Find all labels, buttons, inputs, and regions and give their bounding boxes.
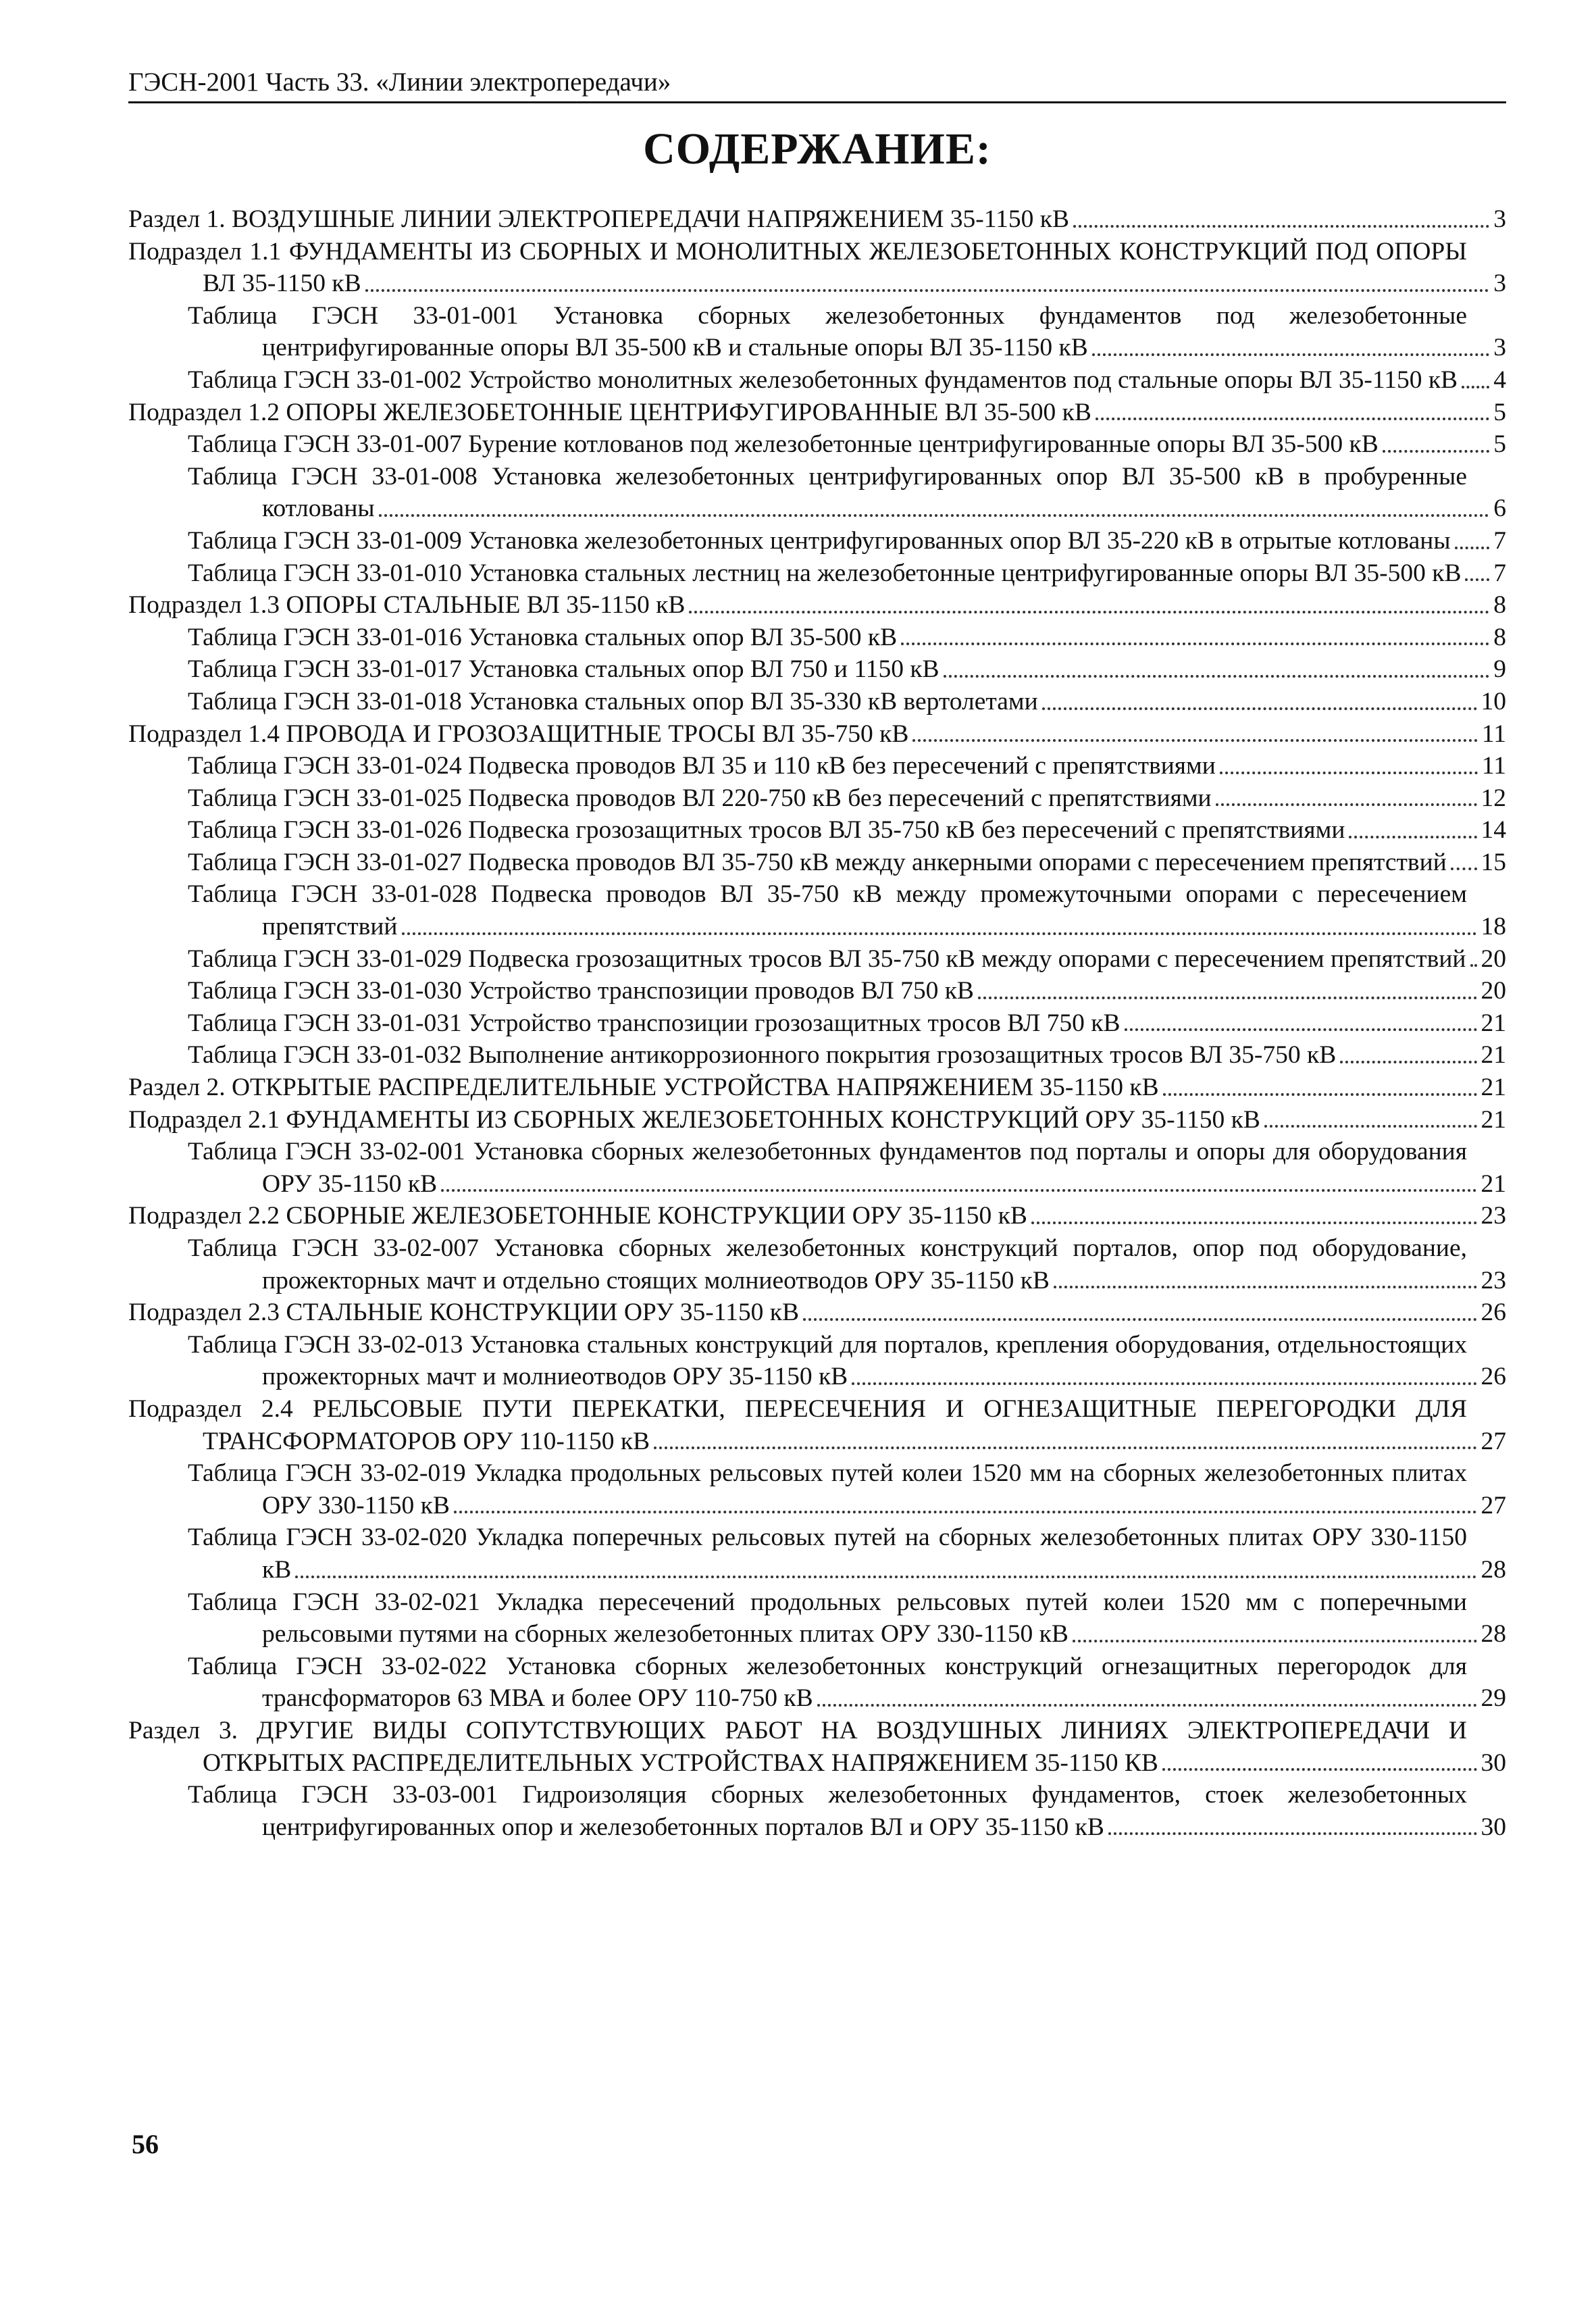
toc-entry[interactable] — [188, 622, 1506, 654]
toc-entry-title: Таблица ГЭСН 33-01-027 Подвеска проводов ВЛ 35-750 кВ между анкерными опорами с пересечением препятствий — [188, 848, 1447, 876]
toc-entry-page: 30 — [1481, 1813, 1506, 1841]
toc-entry-page: 7 — [1493, 559, 1506, 587]
toc-entry-title: Подраздел 1.1 ФУНДАМЕНТЫ ИЗ СБОРНЫХ И МОНОЛИТНЫХ ЖЕЛЕЗОБЕТОННЫХ КОНСТРУКЦИЙ ПОД ОПОРЫ ВЛ 35-1150 кВ — [128, 237, 1467, 298]
toc-entry-title: Таблица ГЭСН 33-02-001 Установка сборных железобетонных фундаментов под порталы и опоры для оборудования ОРУ 35-1150 кВ — [188, 1138, 1467, 1198]
toc-entry[interactable] — [188, 428, 1506, 461]
toc-entry-page: 21 — [1481, 1169, 1506, 1198]
toc-entry-title: Подраздел 1.3 ОПОРЫ СТАЛЬНЫЕ ВЛ 35-1150 кВ — [128, 591, 686, 620]
toc-entry-page: 21 — [1481, 1105, 1506, 1134]
dot-leader — [1451, 867, 1477, 870]
toc-entry-page: 20 — [1481, 977, 1506, 1005]
toc-entry-page: 21 — [1481, 1041, 1506, 1070]
toc-entry[interactable] — [188, 364, 1506, 397]
toc-entry[interactable] — [188, 1039, 1506, 1072]
dot-leader — [978, 997, 1477, 999]
toc-entry[interactable] — [188, 557, 1506, 590]
toc-entry[interactable] — [188, 975, 1506, 1007]
toc-entry[interactable] — [128, 1297, 1506, 1329]
toc-entry-page: 3 — [1493, 270, 1506, 298]
toc-entry[interactable] — [128, 589, 1506, 622]
dot-leader — [402, 932, 1477, 935]
toc-entry-title: Таблица ГЭСН 33-01-007 Бурение котлованов под железобетонные центрифугированные опоры ВЛ 35-500 кВ — [188, 430, 1379, 459]
toc-entry-title: Таблица ГЭСН 33-01-010 Установка стальных лестниц на железобетонные центрифугированные опоры ВЛ 35-500 кВ — [188, 559, 1462, 587]
toc-entry-page: 10 — [1481, 687, 1506, 715]
dot-leader — [441, 1189, 1476, 1192]
toc-entry[interactable] — [128, 397, 1506, 429]
toc-entry-page: 30 — [1481, 1749, 1506, 1777]
dot-leader — [1108, 1832, 1477, 1835]
toc-entry[interactable] — [188, 1779, 1506, 1843]
dot-leader — [1054, 1286, 1477, 1288]
toc-entry-title: Таблица ГЭСН 33-01-002 Устройство монолитных железобетонных фундаментов под стальные опоры ВЛ 35-1150 кВ — [188, 366, 1458, 394]
toc-entry-title: Таблица ГЭСН 33-02-007 Установка сборных железобетонных конструкций порталов, опор под оборудование, прожекторных мачт и отдельно стоящих молниеотводов ОРУ 35-1150 кВ — [188, 1234, 1467, 1294]
toc-entry-title: Таблица ГЭСН 33-02-019 Укладка продольных рельсовых путей колеи 1520 мм на сборных железобетонных плитах ОРУ 330-1150 кВ — [188, 1459, 1467, 1519]
dot-leader — [365, 289, 1490, 292]
toc-entry[interactable] — [128, 718, 1506, 751]
toc-entry-title: Подраздел 1.4 ПРОВОДА И ГРОЗОЗАЩИТНЫЕ ТРОСЫ ВЛ 35-750 кВ — [128, 720, 909, 748]
toc-entry-page: 20 — [1481, 945, 1506, 973]
toc-entry-page: 4 — [1493, 366, 1506, 394]
dot-leader — [944, 675, 1490, 678]
toc-entry[interactable] — [188, 814, 1506, 847]
dot-leader — [1031, 1222, 1477, 1224]
toc-entry[interactable] — [188, 1457, 1506, 1521]
toc-entry-title: Раздел 2. ОТКРЫТЫЕ РАСПРЕДЕЛИТЕЛЬНЫЕ УСТРОЙСТВА НАПРЯЖЕНИЕМ 35-1150 кВ — [128, 1074, 1159, 1102]
toc-entry-title: Таблица ГЭСН 33-02-022 Установка сборных железобетонных конструкций огнезащитных перегородок для трансформаторов 63 МВА и более ОРУ 110-750 кВ — [188, 1652, 1467, 1713]
toc-entry[interactable] — [188, 782, 1506, 815]
dot-leader — [817, 1704, 1477, 1707]
toc-entry[interactable] — [188, 750, 1506, 782]
toc-entry-title: Раздел 3. ДРУГИЕ ВИДЫ СОПУТСТВУЮЩИХ РАБОТ НА ВОЗДУШНЫХ ЛИНИЯХ ЭЛЕКТРОПЕРЕДАЧИ И ОТКРЫТЫХ РАСПРЕДЕЛИТЕЛЬНЫХ УСТРОЙСТВАХ НАПРЯЖЕНИЕМ 35-1150 КВ — [128, 1716, 1467, 1777]
dot-leader — [1163, 1093, 1477, 1096]
toc-entry-title: Таблица ГЭСН 33-01-030 Устройство транспозиции проводов ВЛ 750 кВ — [188, 977, 974, 1005]
toc-entry[interactable] — [188, 1521, 1506, 1586]
toc-entry-page: 3 — [1493, 334, 1506, 362]
toc-entry[interactable] — [188, 525, 1506, 557]
toc-entry-page: 8 — [1493, 623, 1506, 651]
toc-entry-page: 12 — [1481, 784, 1506, 812]
dot-leader — [1470, 964, 1477, 967]
toc-entry-page: 9 — [1493, 655, 1506, 684]
dot-leader — [1073, 225, 1489, 228]
toc-entry[interactable] — [128, 236, 1506, 300]
toc-entry[interactable] — [128, 1104, 1506, 1136]
toc-entry-page: 28 — [1481, 1555, 1506, 1584]
dot-leader — [1383, 450, 1489, 453]
toc-entry[interactable] — [188, 1651, 1506, 1715]
toc-entry-title: Таблица ГЭСН 33-01-029 Подвеска грозозащитных тросов ВЛ 35-750 кВ между опорами с пересечением препятствий — [188, 945, 1466, 973]
toc-entry[interactable] — [128, 1393, 1506, 1457]
toc-entry[interactable] — [188, 1329, 1506, 1393]
toc-entry-page: 26 — [1481, 1299, 1506, 1327]
toc-entry-title: Подраздел 2.2 СБОРНЫЕ ЖЕЛЕЗОБЕТОННЫЕ КОНСТРУКЦИИ ОРУ 35-1150 кВ — [128, 1202, 1027, 1230]
toc-entry-title: Таблица ГЭСН 33-01-026 Подвеска грозозащитных тросов ВЛ 35-750 кВ без пересечений с препятствиями — [188, 816, 1345, 845]
dot-leader — [912, 739, 1477, 742]
dot-leader — [1264, 1125, 1477, 1128]
dot-leader — [901, 643, 1489, 645]
toc-entry[interactable] — [188, 461, 1506, 525]
toc-entry-title: Раздел 1. ВОЗДУШНЫЕ ЛИНИИ ЭЛЕКТРОПЕРЕДАЧИ НАПРЯЖЕНИЕМ 35-1150 кВ — [128, 205, 1069, 233]
toc-entry-page: 21 — [1481, 1009, 1506, 1037]
dot-leader — [1220, 772, 1478, 774]
toc-entry[interactable] — [188, 878, 1506, 942]
dot-leader — [1096, 418, 1489, 420]
toc-entry[interactable] — [188, 1586, 1506, 1651]
toc-entry-page: 26 — [1481, 1363, 1506, 1391]
toc-entry-title: Подраздел 2.1 ФУНДАМЕНТЫ ИЗ СБОРНЫХ ЖЕЛЕЗОБЕТОННЫХ КОНСТРУКЦИЙ ОРУ 35-1150 кВ — [128, 1105, 1260, 1134]
toc-entry-title: Таблица ГЭСН 33-01-031 Устройство транспозиции грозозащитных тросов ВЛ 750 кВ — [188, 1009, 1121, 1037]
running-header: ГЭСН-2001 Часть 33. «Линии электропередачи» — [128, 68, 1506, 103]
dot-leader — [295, 1576, 1476, 1578]
toc-entry-page: 18 — [1481, 913, 1506, 941]
toc-entry-page: 14 — [1481, 816, 1506, 845]
toc-entry-page: 11 — [1481, 720, 1506, 748]
toc-entry-title: Подраздел 2.4 РЕЛЬСОВЫЕ ПУТИ ПЕРЕКАТКИ, ПЕРЕСЕЧЕНИЯ И ОГНЕЗАЩИТНЫЕ ПЕРЕГОРОДКИ ДЛЯ ТРАНСФОРМАТОРОВ ОРУ 110-1150 кВ — [128, 1394, 1467, 1455]
toc-entry-title: Подраздел 2.3 СТАЛЬНЫЕ КОНСТРУКЦИИ ОРУ 35-1150 кВ — [128, 1299, 799, 1327]
dot-leader — [1092, 353, 1490, 356]
toc-entry-title: Таблица ГЭСН 33-03-001 Гидроизоляция сборных железобетонных фундаментов, стоек железобетонных центрифугированных опор и железобетонных порталов ВЛ и ОРУ 35-1150 кВ — [188, 1781, 1467, 1841]
toc-entry[interactable] — [188, 1232, 1506, 1297]
page-title: СОДЕРЖАНИЕ: — [643, 124, 992, 174]
toc-entry-page: 23 — [1481, 1202, 1506, 1230]
dot-leader — [1349, 836, 1476, 838]
dot-leader — [1042, 707, 1477, 710]
toc-entry[interactable] — [128, 1715, 1506, 1779]
toc-entry-title: Таблица ГЭСН 33-01-001 Установка сборных железобетонных фундаментов под железобетонные центрифугированные опоры ВЛ 35-500 кВ и стальные опоры ВЛ 35-1150 кВ — [188, 301, 1467, 362]
toc-entry[interactable] — [128, 203, 1506, 236]
page-number: 56 — [132, 2129, 159, 2159]
toc-entry-page: 5 — [1493, 430, 1506, 459]
toc-entry-page: 27 — [1481, 1491, 1506, 1519]
toc-entry-title: Таблица ГЭСН 33-01-016 Установка стальных опор ВЛ 35-500 кВ — [188, 623, 898, 651]
dot-leader — [689, 611, 1489, 613]
dot-leader — [1465, 578, 1489, 581]
dot-leader — [654, 1447, 1476, 1449]
dot-leader — [852, 1382, 1476, 1385]
toc-entry-title: Таблица ГЭСН 33-01-025 Подвеска проводов ВЛ 220-750 кВ без пересечений с препятствиями — [188, 784, 1212, 812]
toc-entry[interactable] — [188, 300, 1506, 364]
dot-leader — [803, 1318, 1477, 1321]
toc-entry-title: Таблица ГЭСН 33-01-009 Установка железобетонных центрифугированных опор ВЛ 35-220 кВ в отрытые котлованы — [188, 526, 1451, 555]
toc-entry-page: 6 — [1493, 495, 1506, 523]
toc-entry[interactable] — [188, 686, 1506, 718]
dot-leader — [1073, 1640, 1477, 1642]
toc-entry-page: 28 — [1481, 1620, 1506, 1649]
toc-entry-title: Таблица ГЭСН 33-01-032 Выполнение антикоррозионного покрытия грозозащитных тросов ВЛ 35-750 кВ — [188, 1041, 1337, 1070]
toc-entry[interactable] — [188, 1136, 1506, 1200]
toc-entry[interactable] — [188, 1007, 1506, 1040]
dot-leader — [1162, 1768, 1477, 1771]
toc-entry[interactable] — [188, 943, 1506, 976]
dot-leader — [1455, 547, 1490, 549]
dot-leader — [1125, 1028, 1477, 1031]
toc-entry-title: Таблица ГЭСН 33-02-020 Укладка поперечных рельсовых путей на сборных железобетонных плитах ОРУ 330-1150 кВ — [188, 1524, 1467, 1584]
toc-entry[interactable] — [128, 1072, 1506, 1104]
toc-entry-title: Таблица ГЭСН 33-01-024 Подвеска проводов ВЛ 35 и 110 кВ без пересечений с препятствиями — [188, 752, 1216, 780]
toc-entry-page: 11 — [1481, 752, 1506, 780]
toc-entry-page: 23 — [1481, 1266, 1506, 1294]
toc-entry-title: Таблица ГЭСН 33-02-013 Установка стальных конструкций для порталов, крепления оборудования, отдельностоящих прожекторных мачт и молниеотводов ОРУ 35-1150 кВ — [188, 1330, 1467, 1391]
dot-leader — [454, 1511, 1477, 1513]
toc-entry-page: 5 — [1493, 398, 1506, 426]
toc-entry-page: 8 — [1493, 591, 1506, 620]
dot-leader — [379, 514, 1490, 517]
table-of-contents — [128, 203, 1506, 1843]
toc-entry[interactable] — [188, 847, 1506, 879]
toc-entry[interactable] — [188, 653, 1506, 686]
toc-entry-page: 29 — [1481, 1684, 1506, 1713]
toc-entry-title: Таблица ГЭСН 33-01-018 Установка стальных опор ВЛ 35-330 кВ вертолетами — [188, 687, 1038, 715]
dot-leader — [1340, 1061, 1476, 1063]
toc-entry-title: Таблица ГЭСН 33-01-028 Подвеска проводов ВЛ 35-750 кВ между промежуточными опорами с пересечением препятствий — [188, 880, 1467, 941]
toc-entry-title: Таблица ГЭСН 33-01-008 Установка железобетонных центрифугированных опор ВЛ 35-500 кВ в пробуренные котлованы — [188, 462, 1467, 523]
dot-leader — [1216, 803, 1477, 806]
toc-entry-title: Таблица ГЭСН 33-02-021 Укладка пересечений продольных рельсовых путей колеи 1520 мм с поперечными рельсовыми путями на сборных железобетонных плитах ОРУ 330-1150 кВ — [188, 1588, 1467, 1649]
toc-entry-page: 27 — [1481, 1427, 1506, 1455]
document-page — [128, 68, 1506, 1843]
toc-entry-page: 7 — [1493, 526, 1506, 555]
toc-entry-page: 21 — [1481, 1074, 1506, 1102]
toc-entry-page: 15 — [1481, 848, 1506, 876]
toc-entry-title: Подраздел 1.2 ОПОРЫ ЖЕЛЕЗОБЕТОННЫЕ ЦЕНТРИФУГИРОВАННЫЕ ВЛ 35-500 кВ — [128, 398, 1091, 426]
toc-entry[interactable] — [128, 1200, 1506, 1232]
toc-entry-title: Таблица ГЭСН 33-01-017 Установка стальных опор ВЛ 750 и 1150 кВ — [188, 655, 939, 684]
dot-leader — [1462, 386, 1489, 388]
toc-entry-page: 3 — [1493, 205, 1506, 233]
